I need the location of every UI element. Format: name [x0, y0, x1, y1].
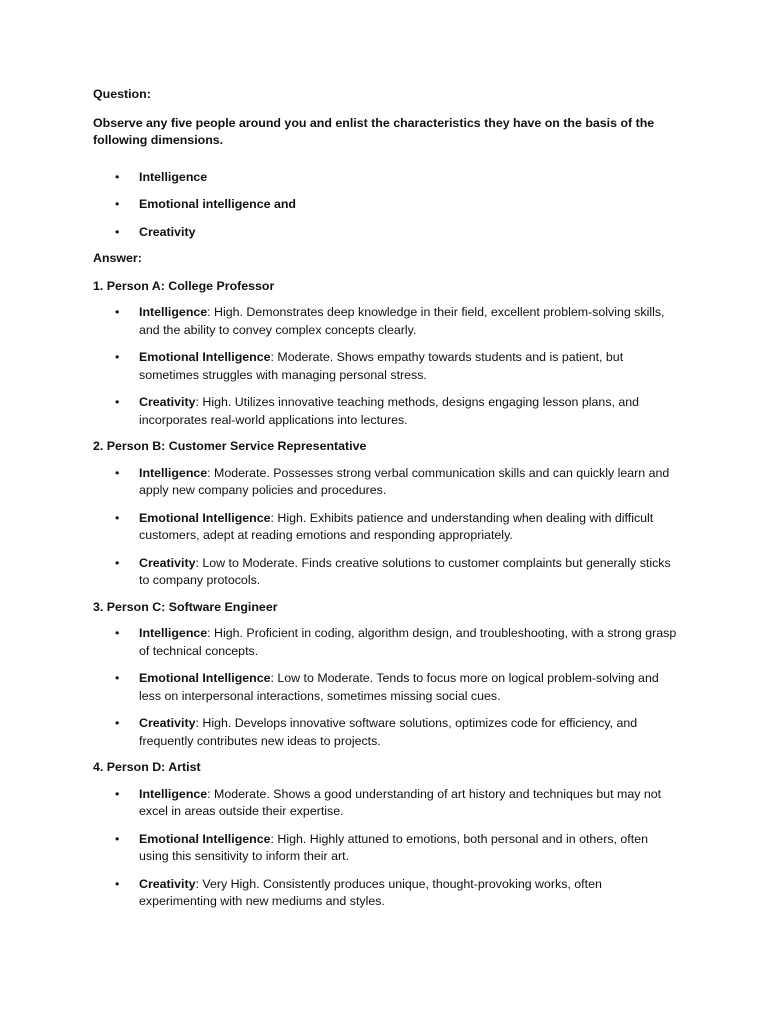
- trait-item: [93, 304, 680, 339]
- bullet-icon: •: [115, 395, 120, 409]
- trait-item: [93, 394, 680, 429]
- trait-list: [93, 304, 680, 429]
- trait-text: : Very High. Consistently produces unique, thought-provoking works, often experimenting with new mediums and styles.: [139, 876, 602, 908]
- trait-list: [93, 786, 680, 911]
- bullet-icon: •: [115, 626, 120, 640]
- trait-item: [93, 670, 680, 705]
- trait-name: Intelligence: [139, 465, 208, 480]
- bullet-icon: •: [115, 510, 120, 525]
- trait-name: Intelligence: [139, 305, 208, 319]
- dimension-item: [93, 224, 680, 242]
- trait-name: Creativity: [139, 716, 196, 730]
- trait-name: Creativity: [139, 876, 196, 891]
- trait-text: : Moderate. Shows a good understanding of art history and techniques but may not excel in areas outside their expertise.: [139, 786, 662, 818]
- trait-item: [93, 465, 680, 500]
- bullet-icon: •: [115, 350, 120, 364]
- trait-item: [93, 715, 680, 750]
- trait-text: : High. Utilizes innovative teaching methods, designs engaging lesson plans, and incorporates real-world applications into lectures.: [139, 395, 640, 427]
- trait-item: [93, 876, 680, 911]
- trait-text: : Low to Moderate. Finds creative solutions to customer complaints but generally sticks to company protocols.: [139, 555, 671, 587]
- dimension-item: [93, 196, 680, 214]
- person-title: 2. Person B: Customer Service Representative: [93, 439, 367, 453]
- trait-text: : Moderate. Shows empathy towards students and is patient, but sometimes struggles with managing personal stress.: [139, 350, 624, 382]
- trait-item: [93, 625, 680, 660]
- dimensions-list: [93, 169, 680, 242]
- trait-item: [93, 555, 680, 590]
- trait-text: : High. Proficient in coding, algorithm design, and troubleshooting, with a strong grasp of technical concepts.: [139, 626, 677, 658]
- bullet-icon: •: [115, 716, 120, 730]
- person-title: 3. Person C: Software Engineer: [93, 599, 278, 614]
- bullet-icon: •: [115, 555, 120, 570]
- bullet-icon: •: [115, 197, 120, 211]
- trait-name: Emotional Intelligence: [139, 671, 271, 685]
- dimension-label: Emotional intelligence and: [139, 197, 296, 211]
- trait-name: Emotional Intelligence: [139, 510, 271, 525]
- bullet-icon: •: [115, 465, 120, 480]
- trait-name: Emotional Intelligence: [139, 350, 271, 364]
- trait-list: [93, 465, 680, 590]
- trait-text: : High. Exhibits patience and understanding when dealing with difficult customers, adept at reading emotions and responding appropriately.: [139, 510, 654, 542]
- bullet-icon: •: [115, 786, 120, 801]
- bullet-icon: •: [115, 876, 120, 891]
- trait-item: [93, 349, 680, 384]
- dimension-item: [93, 169, 680, 187]
- trait-text: : High. Highly attuned to emotions, both personal and in others, often using this sensitivity to inform their art.: [139, 831, 648, 863]
- trait-list: [93, 625, 680, 750]
- trait-name: Emotional Intelligence: [139, 831, 271, 846]
- dimension-label: Creativity: [139, 224, 196, 239]
- trait-text: : Low to Moderate. Tends to focus more on logical problem-solving and less on interpersonal interactions, sometimes missing social cues.: [139, 671, 659, 703]
- bullet-icon: •: [115, 169, 120, 184]
- question-label: Question:: [93, 87, 151, 101]
- person-title: 1. Person A: College Professor: [93, 278, 275, 293]
- bullet-icon: •: [115, 671, 120, 685]
- bullet-icon: •: [115, 305, 120, 319]
- trait-name: Creativity: [139, 555, 196, 570]
- trait-item: [93, 786, 680, 821]
- trait-name: Intelligence: [139, 786, 208, 801]
- bullet-icon: •: [115, 831, 120, 846]
- person-title: 4. Person D: Artist: [93, 760, 201, 774]
- trait-name: Creativity: [139, 395, 196, 409]
- trait-name: Intelligence: [139, 626, 208, 640]
- trait-text: : High. Develops innovative software solutions, optimizes code for efficiency, and frequently contributes new ideas to projects.: [139, 716, 638, 748]
- answer-label: Answer:: [93, 251, 142, 265]
- trait-text: : Moderate. Possesses strong verbal communication skills and can quickly learn and apply new company policies and procedures.: [139, 465, 670, 497]
- dimension-label: Intelligence: [139, 169, 208, 184]
- trait-text: : High. Demonstrates deep knowledge in their field, excellent problem-solving skills, and the ability to convey complex concepts clearly.: [139, 305, 665, 337]
- trait-item: [93, 510, 680, 545]
- question-text: Observe any five people around you and enlist the characteristics they have on the basis of the following dimensions.: [93, 115, 655, 147]
- trait-item: [93, 831, 680, 866]
- bullet-icon: •: [115, 224, 120, 239]
